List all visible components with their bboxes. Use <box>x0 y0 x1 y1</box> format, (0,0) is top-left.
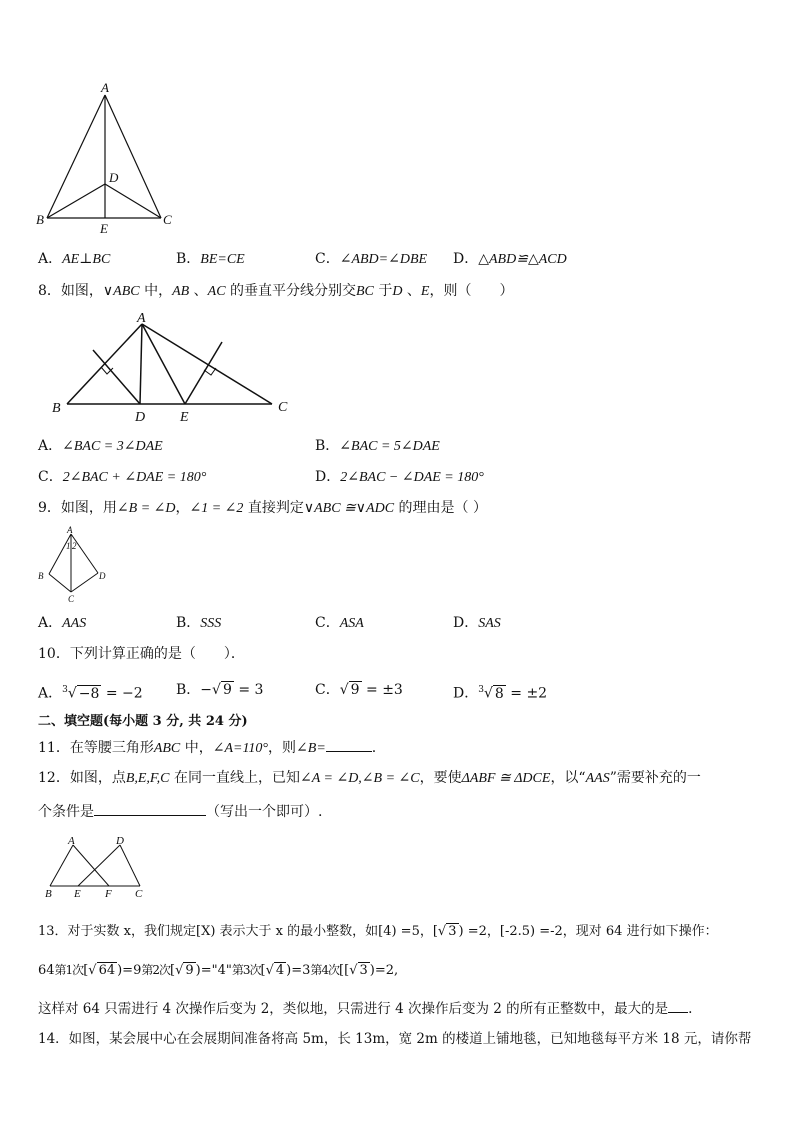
q9-option-b: B．SSS <box>176 615 222 631</box>
section-title-fill-blank: 二、填空题(每小题 3 分, 共 24 分) <box>38 714 248 729</box>
q9-kite-figure <box>36 524 116 606</box>
q8-option-b: B．∠BAC = 5∠DAE <box>315 438 440 454</box>
q7-label-c: C <box>163 212 172 227</box>
q9-label-d: D <box>99 571 106 581</box>
q12-stem-line1: 12．如图，点B,E,F,C 在同一直线上，已知∠A = ∠D,∠B = ∠C，要使ΔABF ≅ ΔDCE，以“AAS”需要补充的一 <box>38 770 701 786</box>
q9-label-b: B <box>38 571 44 581</box>
q12-label-a: A <box>68 835 75 847</box>
q9-label-2: 2 <box>72 541 77 551</box>
q9-label-a: A <box>67 525 73 535</box>
q12-answer-blank[interactable] <box>94 802 206 816</box>
q10-option-c: C．√ 9 = ±3 <box>315 682 403 698</box>
q11-answer-blank[interactable] <box>326 738 372 752</box>
q10-option-a: A．$^3$√ −8 = −2 <box>38 685 143 702</box>
q8-option-d: D．2∠BAC − ∠DAE = 180° <box>315 469 484 485</box>
q11-stem: 11．在等腰三角形ABC 中，∠A=110°，则∠B= . <box>38 740 377 756</box>
q8-option-a: A．∠BAC = 3∠DAE <box>38 438 163 454</box>
q14-stem-line1: 14．如图，某会展中心在会展期间准备将高 5m，长 13m，宽 2m 的楼道上铺地毯，已知地毯每平方米 18 元，请你帮 <box>38 1031 752 1047</box>
q7-option-c: C．∠ABD=∠DBE <box>315 251 428 267</box>
q8-label-c: C <box>278 400 288 415</box>
q12-label-f: F <box>105 888 112 900</box>
q7-label-b: B <box>36 212 44 227</box>
q9-label-1: 1 <box>66 541 71 551</box>
q13-stem-line3: 这样对 64 只需进行 4 次操作后变为 2，类似地，只需进行 4 次操作后变为 2 的所有正整数中，最大的是 . <box>38 1001 693 1017</box>
q12-label-e: E <box>74 888 81 900</box>
q7-label-e: E <box>100 221 108 235</box>
q12-triangles-figure <box>40 832 155 900</box>
q12-label-d: D <box>116 835 124 847</box>
q9-option-c: C．ASA <box>315 615 364 631</box>
q12-label-c: C <box>135 888 143 900</box>
q13-operation-line: 64第1次[√ 64 )=9第2次[√ 9 )="4"第3次[√ 4 )=3第4次[[√ 3 )=2, <box>38 963 399 978</box>
q8-stem: 8．如图，∨ABC 中，AB 、AC 的垂直平分线分别交BC 于D 、E，则（ ） <box>38 283 514 299</box>
q9-label-c: C <box>68 594 75 604</box>
q8-triangle-figure <box>48 305 298 425</box>
q8-label-b: B <box>52 401 61 416</box>
q12-label-b: B <box>45 888 52 900</box>
q8-option-c: C．2∠BAC + ∠DAE = 180° <box>38 469 207 485</box>
q7-option-d: D．△ABD≌△ACD <box>453 251 567 267</box>
q8-label-e: E <box>180 410 189 425</box>
q9-option-d: D．SAS <box>453 615 501 631</box>
q9-option-a: A．AAS <box>38 615 87 631</box>
q7-label-a: A <box>101 80 109 95</box>
q8-label-d: D <box>135 410 146 425</box>
q8-label-a: A <box>137 311 146 326</box>
q10-stem: 10．下列计算正确的是（ ）． <box>38 646 245 662</box>
q10-option-d: D．$^3$√ 8 = ±2 <box>453 685 548 702</box>
q7-option-b: B．BE=CE <box>176 251 245 267</box>
q7-label-d: D <box>109 170 119 185</box>
q10-option-b: B．−√ 9 = 3 <box>176 682 264 698</box>
q9-stem: 9．如图，用∠B = ∠D，∠1 = ∠2 直接判定∨ABC ≅∨ADC 的理由是（ ） <box>38 500 487 516</box>
q13-answer-blank[interactable] <box>668 999 688 1013</box>
q12-stem-line2: 个条件是 （写出一个即可）. <box>38 804 323 820</box>
q13-stem-line1: 13．对于实数 x，我们规定[X) 表示大于 x 的最小整数，如[4) =5，[√ 3 ) =2，[-2.5) =-2，现对 64 进行如下操作： <box>38 924 718 939</box>
q7-triangle-figure <box>30 80 190 235</box>
q7-option-a: A．AE⊥BC <box>38 251 111 267</box>
